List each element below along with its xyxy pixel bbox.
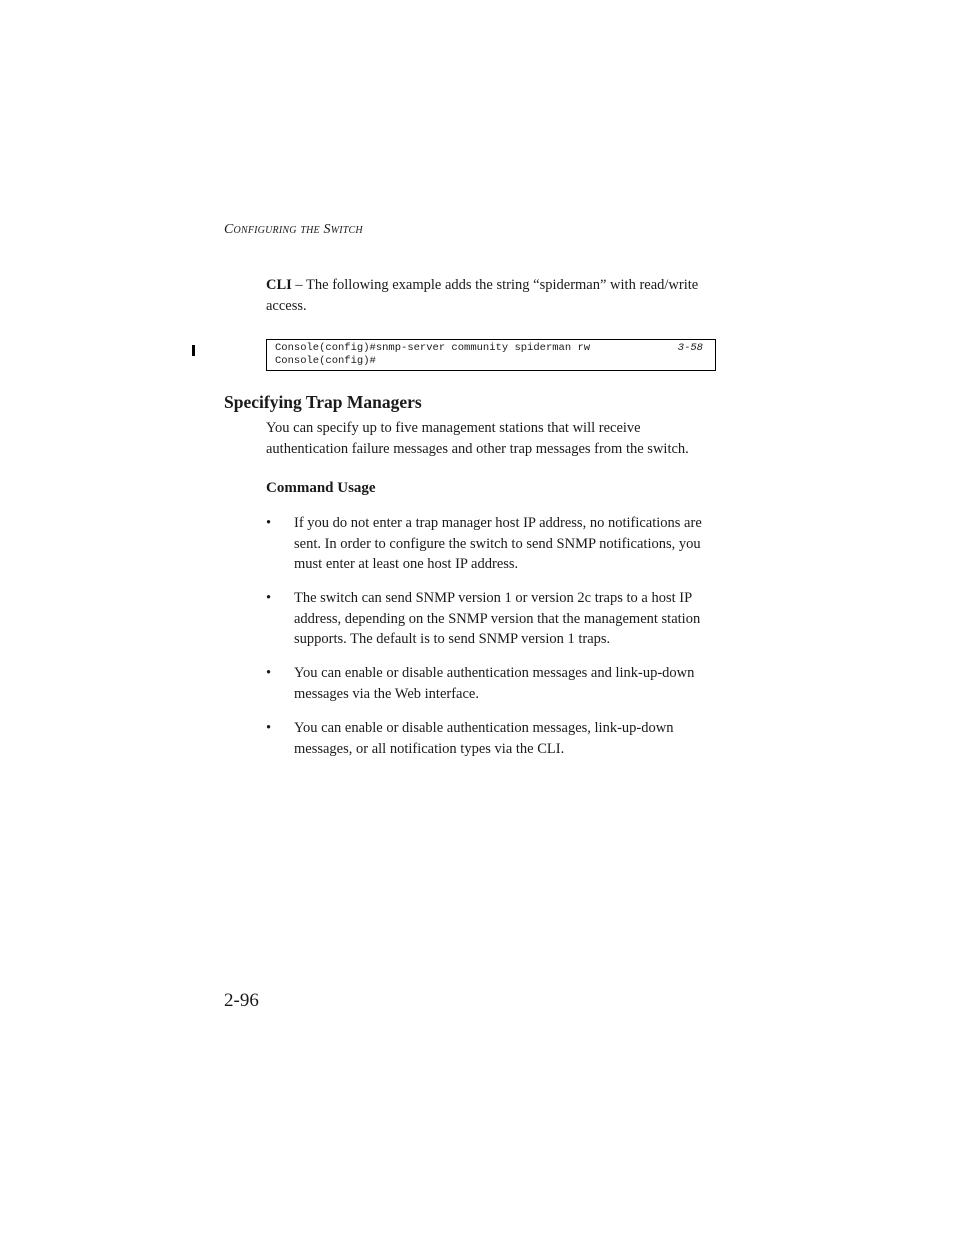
bullet-icon: • xyxy=(266,720,272,736)
section-intro-paragraph: You can specify up to five management stations that will receive authentication failure messages and other trap messages from the switch. xyxy=(266,420,689,457)
bullet-icon: • xyxy=(266,590,272,606)
cli-example-paragraph xyxy=(266,275,718,317)
section-heading: Specifying Trap Managers xyxy=(224,392,422,412)
running-header: Configuring the Switch xyxy=(224,222,363,237)
cli-label: CLI xyxy=(266,277,292,293)
code-example-box xyxy=(266,339,716,371)
list-item-text: The switch can send SNMP version 1 or version 2c traps to a host IP address, depending on the SNMP version that the management station supports. The default is to send SNMP version 1 traps. xyxy=(294,590,701,647)
bullet-icon: • xyxy=(266,665,272,681)
command-usage-heading: Command Usage xyxy=(266,480,376,496)
list-item-text: You can enable or disable authentication messages, link-up-down messages, or all notification types via the CLI. xyxy=(294,720,674,757)
bullet-icon: • xyxy=(266,515,272,531)
page-number: 2-96 xyxy=(224,990,259,1011)
change-bar xyxy=(192,345,195,356)
list-item-text: If you do not enter a trap manager host IP address, no notifications are sent. In order to configure the switch to send SNMP notifications, you must enter at least one host IP address. xyxy=(294,515,702,572)
code-page-reference: 3-58 xyxy=(677,342,703,354)
code-line-1: Console(config)#snmp-server community spiderman rw xyxy=(275,342,591,354)
code-line-2: Console(config)# xyxy=(275,355,376,367)
cli-example-text: – The following example adds the string “spiderman” with read/write access. xyxy=(266,277,699,314)
list-item-text: You can enable or disable authentication messages and link-up-down messages via the Web interface. xyxy=(294,665,695,702)
